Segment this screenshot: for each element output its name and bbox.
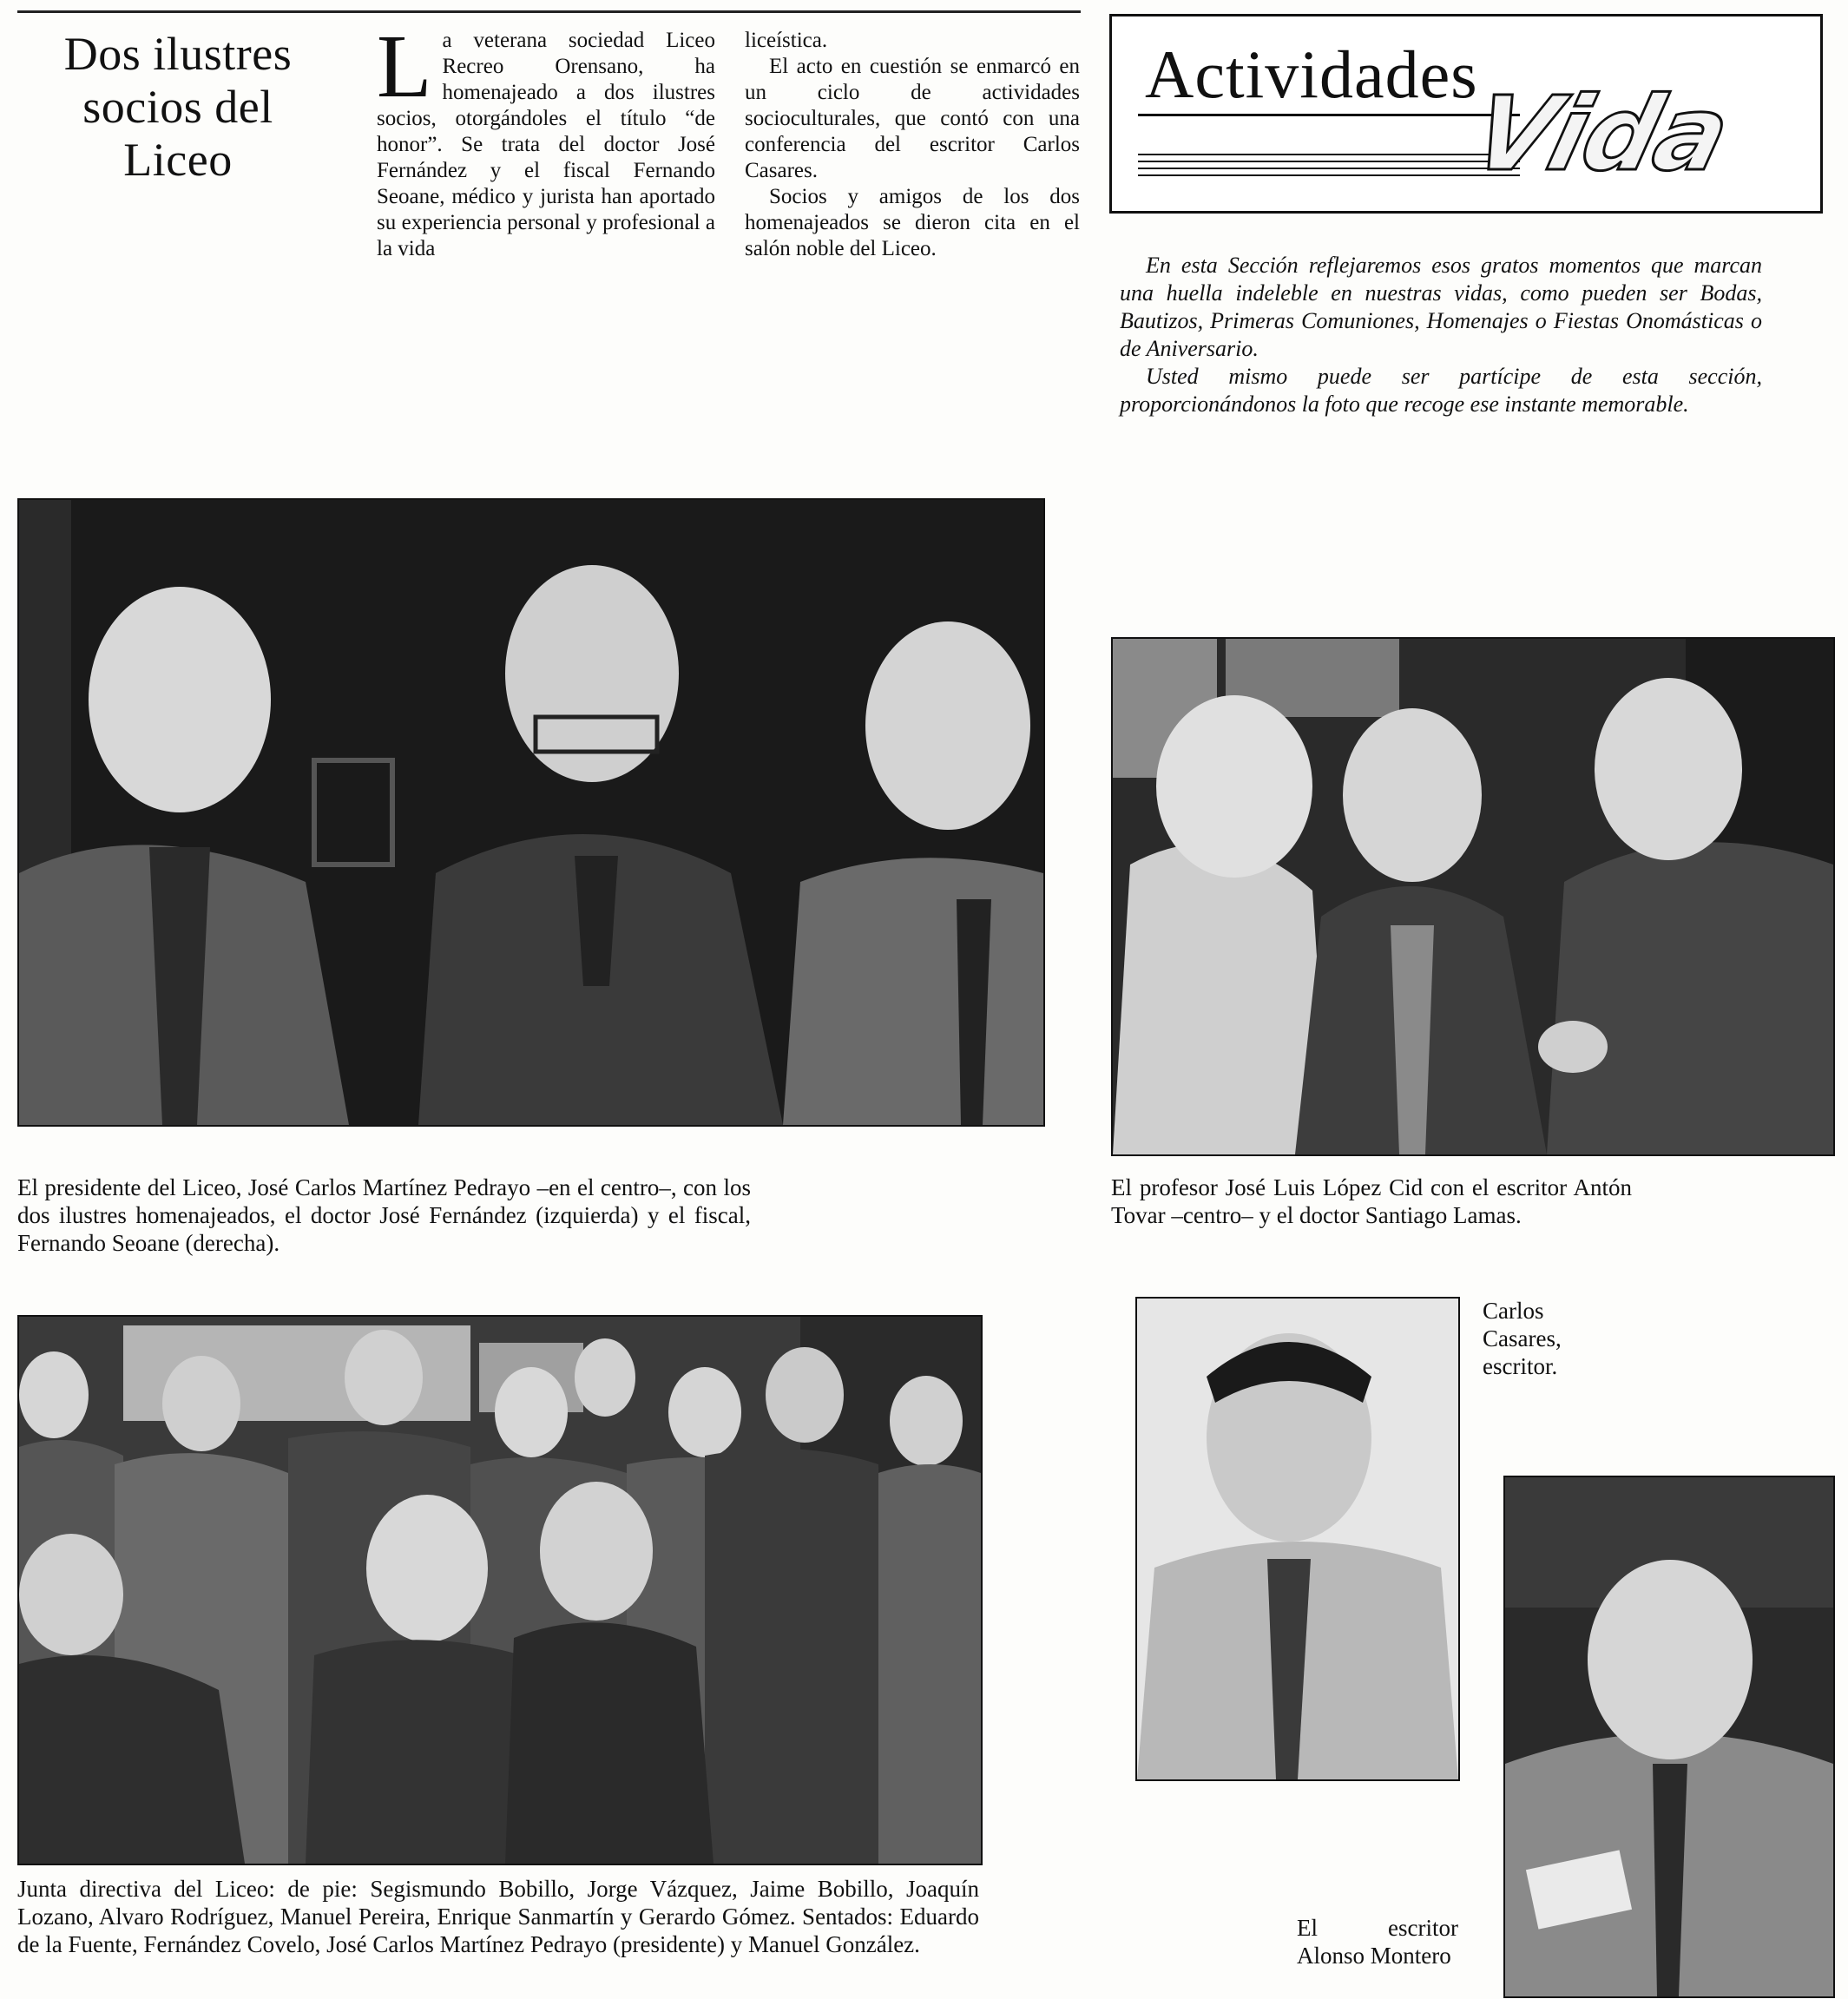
photo-illustration: [19, 1317, 981, 1864]
masthead-rule-4: [1138, 174, 1520, 176]
masthead-script-word: Vida: [1461, 74, 1740, 194]
intro-p1: En esta Sección reflejaremos esos gratos momentos que marcan una huella indeleble en nuestras vidas, como pueden ser Bodas, Bautizos, Primeras Comuniones, Homenajes o Fiestas Onomásticas o de Aniversario.: [1120, 253, 1762, 361]
masthead-rule-2: [1138, 161, 1520, 162]
article-column-1: [377, 16, 715, 262]
masthead-rule-1: [1138, 154, 1520, 155]
photo-lopez-cid-tovar-lamas: [1111, 637, 1835, 1156]
article-headline: [35, 28, 321, 187]
headline-line-1: Dos ilustres: [63, 28, 293, 80]
masthead-underline: [1138, 114, 1520, 116]
article-col2-p2: El acto en cuestión se enmarcó en un ciclo de actividades socioculturales, que contó con una conferencia del escritor Carlos Casares.: [745, 55, 1080, 182]
photo-illustration: [1113, 639, 1833, 1154]
headline-line-3: Liceo: [123, 134, 233, 186]
photo-president-and-honorees: [17, 498, 1045, 1127]
caption-photo3: Junta directiva del Liceo: de pie: Segismundo Bobillo, Jorge Vázquez, Jaime Bobillo, Joaquín Lozano, Alvaro Rodríguez, Manuel Pereira, Enrique Sanmartín y Gerardo Gómez. Sentados: Eduardo de la Fuente, Fernández Covelo, José Carlos Martínez Pedrayo (presidente) y Manuel González.: [17, 1876, 979, 1957]
photo-illustration: [19, 500, 1043, 1125]
masthead-title: Actividades: [1145, 36, 1478, 112]
article-col1-text: a veterana sociedad Liceo Recreo Orensano, ha homenajeado a dos ilustres socios, otorgándoles el título “de honor”. Se trata del doctor José Fernández y el fiscal Fernando Seoane, médico y jurista han aportado su experiencia personal y profesional a la vida: [377, 29, 715, 260]
masthead-rule-3: [1138, 168, 1520, 169]
photo-carlos-casares: [1135, 1297, 1460, 1781]
caption-photo4: Carlos Casares, escritor.: [1483, 1298, 1562, 1379]
caption-photo5: El escritor Alonso Montero: [1297, 1915, 1458, 1969]
headline-line-2: socios del: [82, 81, 273, 133]
photo-illustration: [1505, 1477, 1833, 1996]
article-column-2: [745, 28, 1080, 262]
photo-junta-directiva: [17, 1315, 983, 1865]
caption-photo1: El presidente del Liceo, José Carlos Martínez Pedrayo –en el centro–, con los dos ilustres homenajeados, el doctor José Fernández (izquierda) y el fiscal, Fernando Seoane (derecha).: [17, 1174, 751, 1256]
article-col2-p3: Socios y amigos de los dos homenajeados se dieron cita en el salón noble del Liceo.: [745, 185, 1080, 260]
caption-photo2: El profesor José Luis López Cid con el escritor Antón Tovar –centro– y el doctor Santiago Lamas.: [1111, 1174, 1632, 1228]
photo-illustration: [1137, 1299, 1458, 1779]
article-col2-p1: liceística.: [745, 29, 828, 52]
section-intro: [1120, 252, 1762, 418]
section-masthead: [1109, 14, 1823, 214]
top-rule: [17, 10, 1081, 13]
intro-p2: Usted mismo puede ser partícipe de esta sección, proporcionándonos la foto que recoge ese instante memorable.: [1120, 364, 1762, 417]
drop-cap: L: [377, 16, 432, 116]
photo-alonso-montero: [1503, 1476, 1835, 1998]
